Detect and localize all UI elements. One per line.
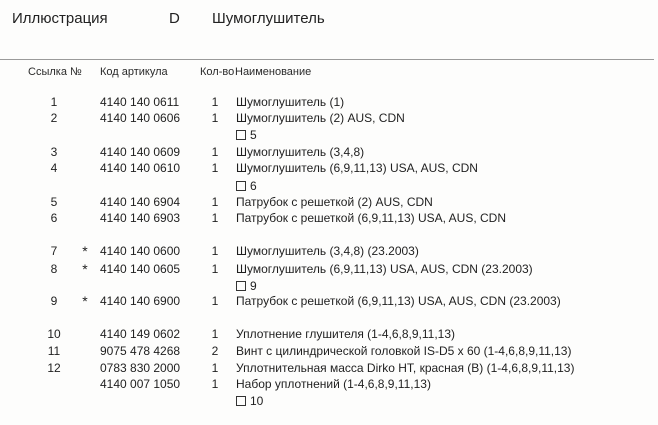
row-ref: 11 xyxy=(47,344,61,358)
row-note xyxy=(236,394,263,408)
row-name: Патрубок с решеткой (6,9,11,13) USA, AUS, CDN (23.2003) xyxy=(236,294,561,308)
row-ref: 4 xyxy=(50,161,58,175)
row-name: Шумоглушитель (6,9,11,13) USA, AUS, CDN xyxy=(236,161,478,175)
checkbox-square-icon xyxy=(236,130,246,140)
table-row xyxy=(0,145,658,161)
row-note-number: 6 xyxy=(250,179,257,193)
column-header-ref: Ссылка № xyxy=(28,66,82,78)
row-name: Шумоглушитель (3,4,8) xyxy=(236,145,365,159)
row-ref: 1 xyxy=(50,95,58,109)
row-ref: 6 xyxy=(50,211,58,225)
row-part-code: 4140 007 1050 xyxy=(100,377,181,391)
row-name: Уплотнительная масса Dirko HT, красная (B) (1-4,6,8,9,11,13) xyxy=(236,361,575,375)
checkbox-square-icon xyxy=(236,281,246,291)
row-qty: 1 xyxy=(211,195,219,209)
table-row xyxy=(0,244,658,260)
row-part-code: 4140 140 0611 xyxy=(100,95,180,109)
row-qty: 1 xyxy=(211,361,219,375)
row-star-marker: * xyxy=(82,293,88,309)
table-row xyxy=(0,327,658,343)
row-ref: 7 xyxy=(50,244,58,258)
row-ref: 12 xyxy=(47,361,61,375)
column-header-name: Наименование xyxy=(235,66,312,78)
row-part-code: 4140 140 6903 xyxy=(100,211,181,225)
row-qty: 1 xyxy=(211,211,219,225)
illustration-code: D xyxy=(169,10,180,27)
row-name: Винт с цилиндрической головкой IS-D5 x 60 (1-4,6,8,9,11,13) xyxy=(236,344,572,358)
row-part-code: 9075 478 4268 xyxy=(100,344,181,358)
row-part-code: 4140 140 6900 xyxy=(100,294,181,308)
table-row xyxy=(0,361,658,377)
table-row xyxy=(0,161,658,177)
row-qty: 1 xyxy=(211,145,219,159)
row-part-code: 4140 140 0600 xyxy=(100,244,181,258)
row-note xyxy=(236,279,257,293)
row-star-marker: * xyxy=(82,261,88,277)
row-name: Набор уплотнений (1-4,6,8,9,11,13) xyxy=(236,377,431,391)
table-row xyxy=(0,262,658,278)
row-note-number: 9 xyxy=(250,279,257,293)
row-part-code: 4140 140 0605 xyxy=(100,262,181,276)
row-name: Шумоглушитель (1) xyxy=(236,95,345,109)
row-note xyxy=(236,128,257,142)
row-note-number: 5 xyxy=(250,128,257,142)
row-ref: 9 xyxy=(50,294,58,308)
row-part-code: 4140 140 0610 xyxy=(100,161,181,175)
table-row xyxy=(0,111,658,127)
row-name: Шумоглушитель (3,4,8) (23.2003) xyxy=(236,244,419,258)
row-ref: 3 xyxy=(50,145,58,159)
table-row xyxy=(0,344,658,360)
row-qty: 2 xyxy=(211,344,219,358)
row-ref: 8 xyxy=(50,262,58,276)
column-header-qty: Кол-во xyxy=(200,66,234,78)
row-part-code: 4140 149 0602 xyxy=(100,327,181,341)
row-name: Патрубок с решеткой (2) AUS, CDN xyxy=(236,195,433,209)
row-part-code: 4140 140 0606 xyxy=(100,111,181,125)
row-ref: 2 xyxy=(50,111,58,125)
row-name: Шумоглушитель (2) AUS, CDN xyxy=(236,111,405,125)
row-name: Шумоглушитель (6,9,11,13) USA, AUS, CDN (23.2003) xyxy=(236,262,533,276)
row-qty: 1 xyxy=(211,377,219,391)
table-row xyxy=(0,95,658,111)
row-qty: 1 xyxy=(211,244,219,258)
row-ref: 10 xyxy=(47,327,61,341)
row-part-code: 4140 140 6904 xyxy=(100,195,181,209)
table-row xyxy=(0,211,658,227)
row-note xyxy=(236,179,257,193)
checkbox-square-icon xyxy=(236,181,246,191)
row-qty: 1 xyxy=(211,111,219,125)
header-divider xyxy=(0,59,654,60)
row-name: Уплотнение глушителя (1-4,6,8,9,11,13) xyxy=(236,327,456,341)
column-header-code: Код артикула xyxy=(100,66,168,78)
row-name: Патрубок с решеткой (6,9,11,13) USA, AUS, CDN xyxy=(236,211,507,225)
illustration-label: Иллюстрация xyxy=(12,10,108,27)
row-qty: 1 xyxy=(211,95,219,109)
row-qty: 1 xyxy=(211,161,219,175)
row-star-marker: * xyxy=(82,243,88,259)
table-row xyxy=(0,195,658,211)
checkbox-square-icon xyxy=(236,396,246,406)
row-qty: 1 xyxy=(211,294,219,308)
page-title: Шумоглушитель xyxy=(212,10,325,27)
row-qty: 1 xyxy=(211,327,219,341)
row-qty: 1 xyxy=(211,262,219,276)
row-part-code: 4140 140 0609 xyxy=(100,145,181,159)
row-note-number: 10 xyxy=(250,394,264,408)
row-ref: 5 xyxy=(50,195,58,209)
table-row xyxy=(0,377,658,393)
table-row xyxy=(0,294,658,310)
row-part-code: 0783 830 2000 xyxy=(100,361,181,375)
